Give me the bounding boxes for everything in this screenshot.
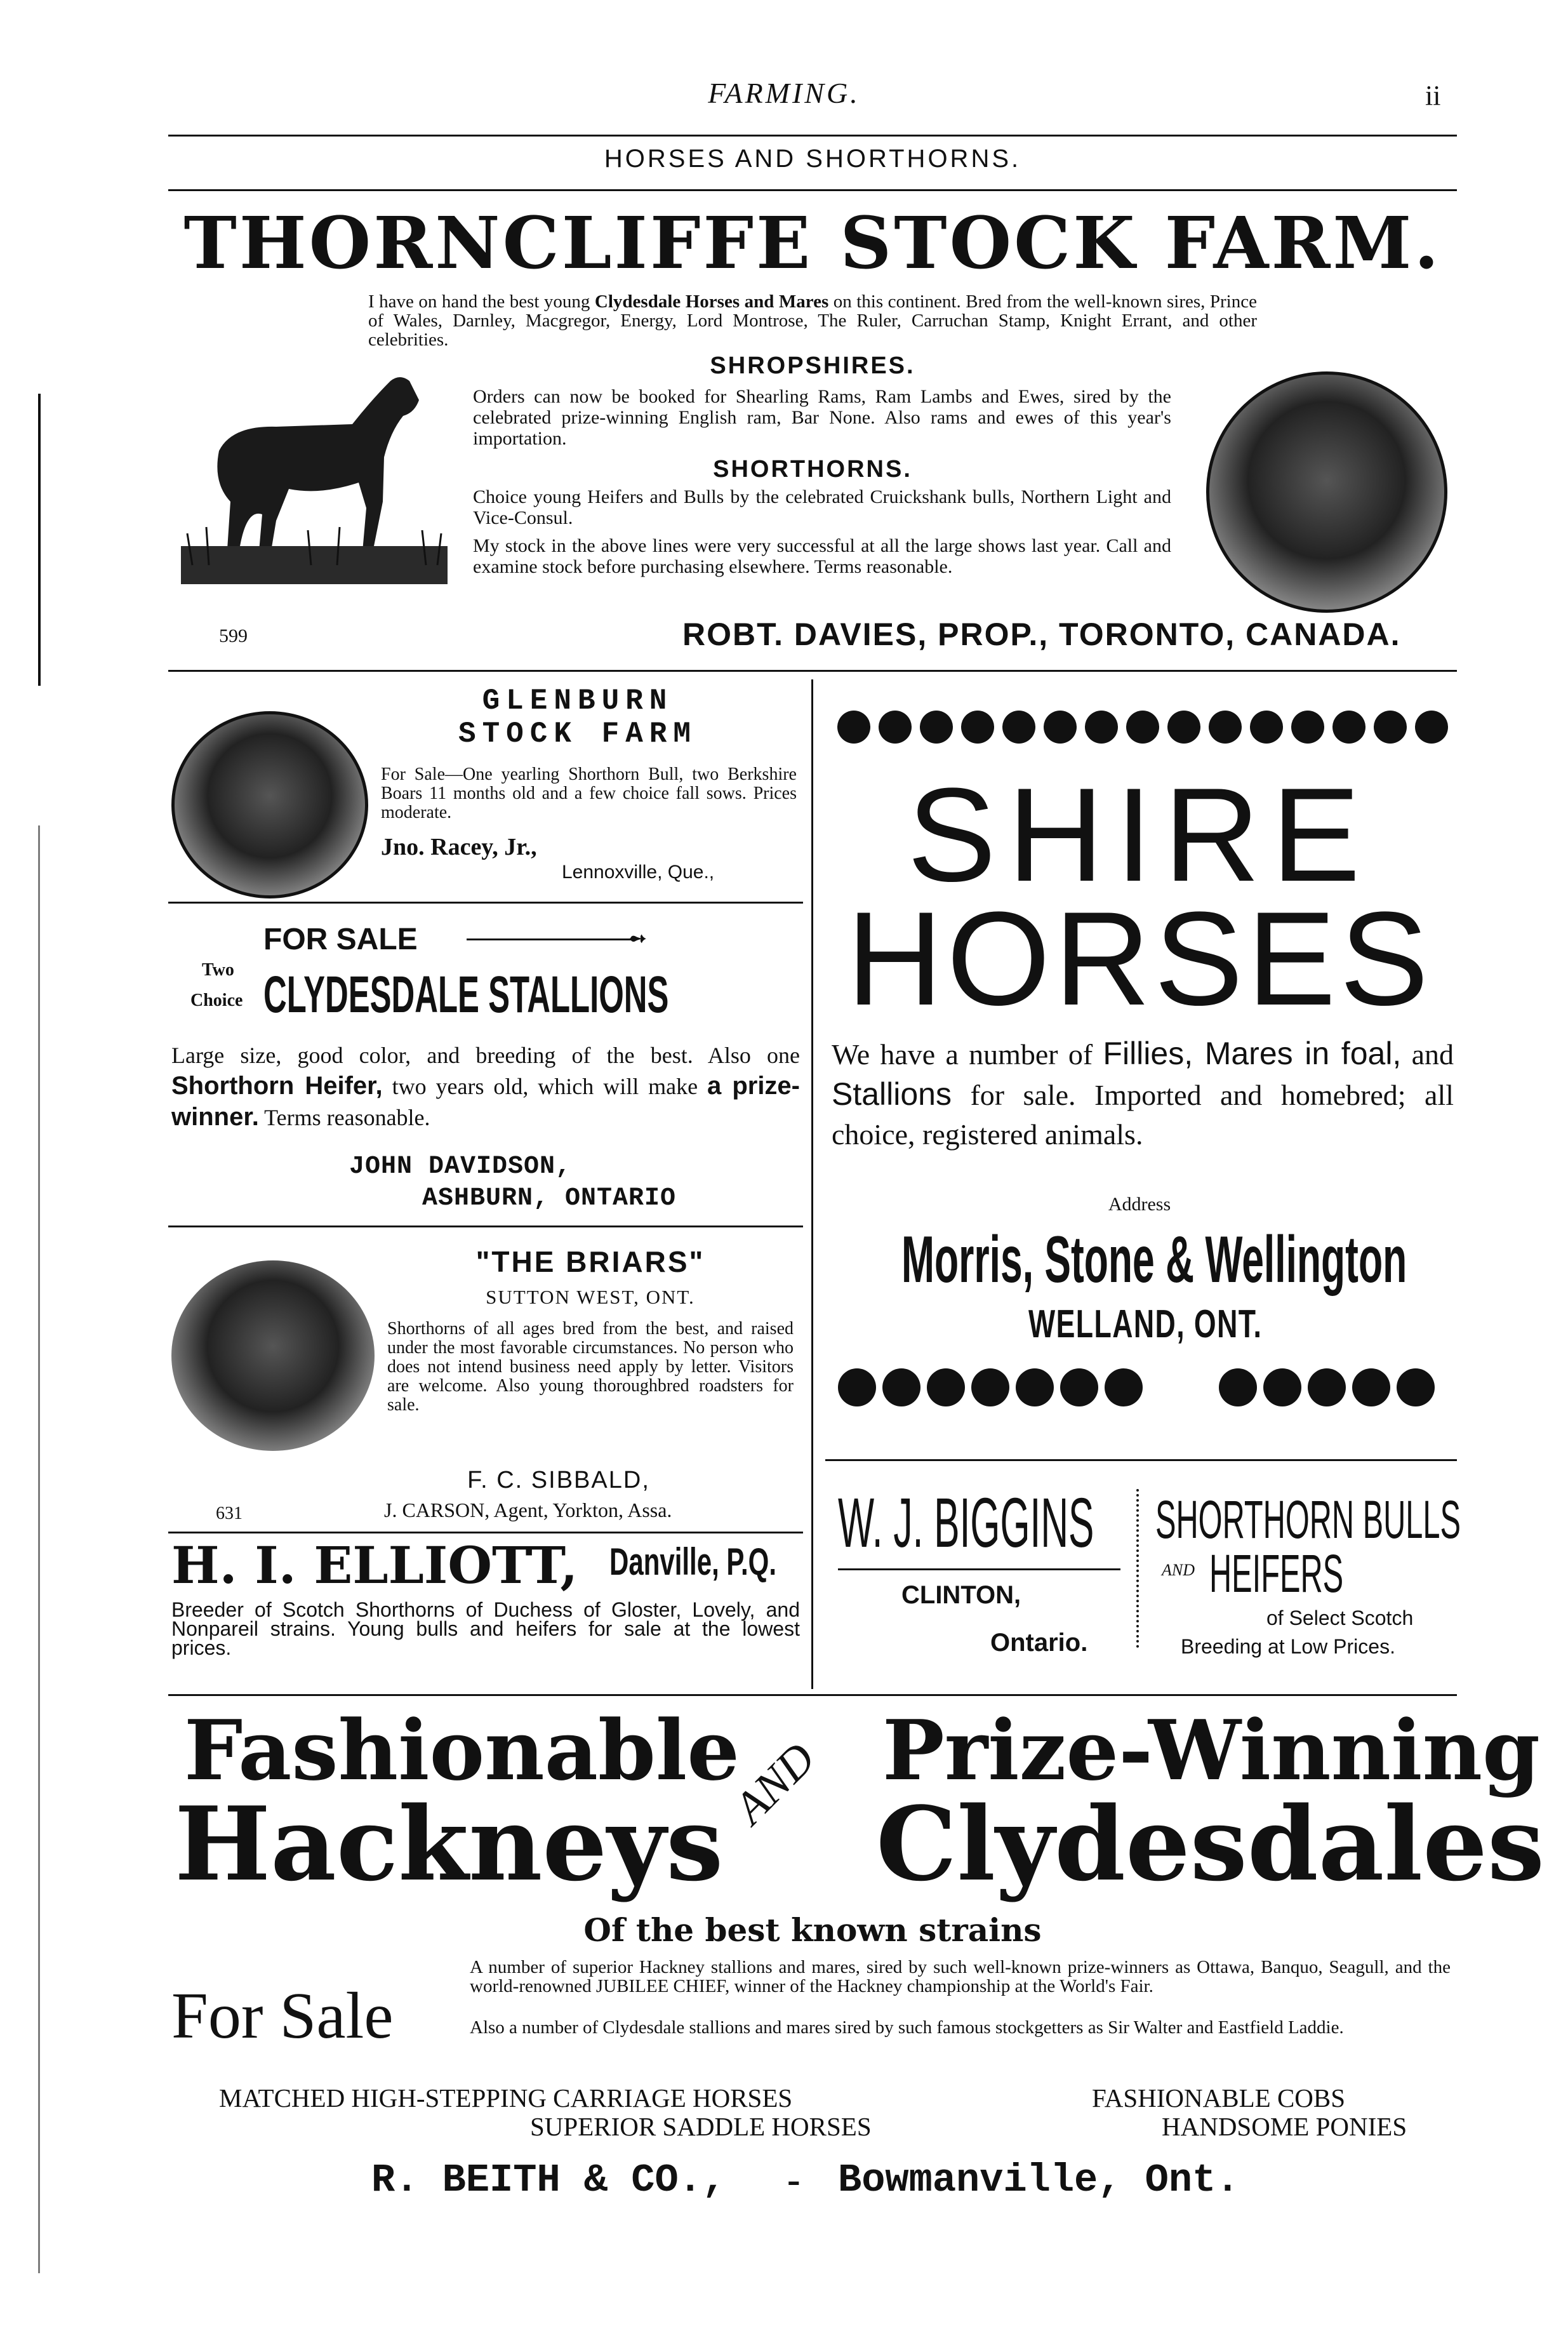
section-rule xyxy=(168,189,1457,191)
saddle-horses: SUPERIOR SADDLE HORSES xyxy=(530,2112,872,2141)
beith-dash: - xyxy=(787,2158,801,2201)
ornament-border-bottom xyxy=(832,1362,1454,1413)
fashionable: Fashionable xyxy=(184,1702,740,1799)
thorncliffe-title: THORNCLIFFE STOCK FARM. xyxy=(183,202,1442,285)
glenburn-location: Lennoxville, Que., xyxy=(562,862,715,883)
davidson-text: Large size, good color, and breeding of the best. Also one Shorthorn Heifer, two years old, which will make a prize-winner. Terms reasonable. xyxy=(171,1043,800,1131)
arrow-icon: ➻ xyxy=(628,927,647,951)
briars-location: SUTTON WEST, ONT. xyxy=(486,1286,695,1308)
for-sale-heading: FOR SALE xyxy=(263,923,418,956)
rule-beith xyxy=(168,1694,1457,1696)
briars-text: Shorthorns of all ages bred from the best, and raised under the most favorable circumstances. No person who does not intend business need apply by letter. Visitors are welcome. Also young thoroughbred roadsters for sale. xyxy=(387,1319,794,1415)
best-strains: Of the best known strains xyxy=(583,1911,1042,1949)
rule-shire xyxy=(825,1459,1457,1461)
beith-text-2: Also a number of Clydesdale stallions and mares sired by such famous stockgetters as Sir Walter and Eastfield Laddie. xyxy=(470,2017,1344,2038)
heifers: HEIFERS xyxy=(1209,1544,1344,1603)
hackneys: Hackneys xyxy=(175,1784,724,1904)
glenburn-text: For Sale—One yearling Shorthorn Bull, two Berkshire Boars 11 months old and a few choice fall sows. Prices moderate. xyxy=(381,765,797,822)
biggins-province: Ontario. xyxy=(990,1629,1088,1657)
rule-glenburn xyxy=(168,902,803,904)
biggins-name: W. J. BIGGINS xyxy=(838,1484,1094,1562)
shire-firm: Morris, Stone & Wellington xyxy=(901,1223,1407,1297)
beith-firm: R. BEITH & CO., xyxy=(371,2158,726,2203)
briars-agent: J. CARSON, Agent, Yorkton, Assa. xyxy=(384,1499,672,1521)
sheep-illustration xyxy=(1206,371,1447,613)
shorthorn-bulls: SHORTHORN BULLS xyxy=(1155,1490,1461,1549)
rule-thorncliffe xyxy=(168,670,1457,672)
column-rule xyxy=(811,679,813,1689)
shropshires-heading: SHROPSHIRES. xyxy=(710,352,915,379)
and-glyph: AND xyxy=(724,1732,825,1834)
ad-number-631: 631 xyxy=(216,1504,243,1523)
biggins-town: CLINTON, xyxy=(901,1581,1021,1609)
bull-illustration xyxy=(171,711,368,898)
biggins-and: AND xyxy=(1162,1561,1195,1579)
elliott-text: Breeder of Scotch Shorthorns of Duchess of Gloster, Lovely, and Nonpareil strains. Young bulls and heifers for sale at the lowest prices. xyxy=(171,1598,800,1659)
glenburn-owner: Jno. Racey, Jr., xyxy=(381,834,537,860)
two-label: Two xyxy=(202,960,234,980)
shire-title-1: SHIRE xyxy=(907,760,1372,909)
glenburn-title-2: STOCK FARM xyxy=(458,718,698,751)
davidson-location: ASHBURN, ONTARIO xyxy=(422,1184,677,1213)
ad-number-599: 599 xyxy=(219,625,248,646)
running-title: FARMING. xyxy=(708,77,860,109)
matched-horses: MATCHED HIGH-STEPPING CARRIAGE HORSES xyxy=(219,2083,793,2113)
shire-text: We have a number of Fillies, Mares in foal, and Stallions for sale. Imported and homebred; all choice, registered animals. xyxy=(832,1036,1454,1151)
cow-head-illustration xyxy=(171,1260,375,1451)
shorthorns-text: Choice young Heifers and Bulls by the celebrated Cruickshank bulls, Northern Light and Vice-Consul. xyxy=(473,486,1171,528)
briars-title: "THE BRIARS" xyxy=(475,1245,705,1278)
clydesdales: Clydesdales xyxy=(876,1784,1545,1904)
elliott-town: Danville, P.Q. xyxy=(609,1540,777,1583)
elliott-name: H. I. ELLIOTT, xyxy=(171,1535,578,1595)
ornament-border-top xyxy=(832,705,1454,749)
header-rule xyxy=(168,135,1457,137)
clydesdale-stallions: CLYDESDALE STALLIONS xyxy=(263,966,669,1024)
biggins-select: of Select Scotch xyxy=(1266,1606,1414,1629)
handsome-ponies: HANDSOME PONIES xyxy=(1162,2112,1407,2141)
glenburn-title-1: GLENBURN xyxy=(482,685,674,718)
beith-town: Bowmanville, Ont. xyxy=(838,2158,1240,2203)
shropshires-text: Orders can now be booked for Shearling Rams, Ram Lambs and Ewes, sired by the celebrated prize-winning English ram, Bar None. Also rams and ewes of this year's importation. xyxy=(473,386,1171,449)
biggins-breeding: Breeding at Low Prices. xyxy=(1181,1635,1395,1658)
briars-owner: F. C. SIBBALD, xyxy=(467,1467,650,1493)
shire-title-2: HORSES xyxy=(846,884,1433,1033)
beith-text-1: A number of superior Hackney stallions and mares, sired by such well-known prize-winners as Ottawa, Banquo, Seagull, and the world-renowned JUBILEE CHIEF, winner of the Hackney championship at the World's Fair. xyxy=(470,1957,1451,1996)
margin-line xyxy=(38,394,41,686)
thorncliffe-proprietor: ROBT. DAVIES, PROP., TORONTO, CANADA. xyxy=(682,617,1401,652)
fashionable-cobs: FASHIONABLE COBS xyxy=(1092,2083,1346,2113)
arrow-shaft xyxy=(467,938,632,940)
biggins-underline xyxy=(838,1568,1120,1570)
rule-davidson xyxy=(168,1226,803,1227)
margin-line-lower xyxy=(38,825,40,2273)
biggins-divider xyxy=(1136,1489,1145,1648)
thorncliffe-intro: I have on hand the best young Clydesdale Horses and Mares on this continent. Bred from the well-known sires, Prince of Wales, Darnley, Macgregor, Energy, Lord Montrose, The Ruler, Carruchan Stamp, Knight Errant, and other celebrities. xyxy=(368,291,1257,350)
davidson-owner: JOHN DAVIDSON, xyxy=(349,1152,572,1181)
stock-text: My stock in the above lines were very successful at all the large shows last year. Call and examine stock before purchasing elsewhere. Terms reasonable. xyxy=(473,535,1171,577)
for-sale-large: For Sale xyxy=(171,1979,394,2052)
shire-address-label: Address xyxy=(1108,1194,1171,1215)
prize-winning: Prize-Winning xyxy=(882,1702,1540,1799)
horse-illustration xyxy=(181,356,448,584)
page-number: ii xyxy=(1425,80,1441,111)
choice-label: Choice xyxy=(190,991,243,1010)
section-title: HORSES AND SHORTHORNS. xyxy=(604,145,1021,173)
shire-location: WELLAND, ONT. xyxy=(1028,1302,1263,1346)
shorthorns-heading: SHORTHORNS. xyxy=(713,456,912,483)
rule-briars xyxy=(168,1532,803,1533)
